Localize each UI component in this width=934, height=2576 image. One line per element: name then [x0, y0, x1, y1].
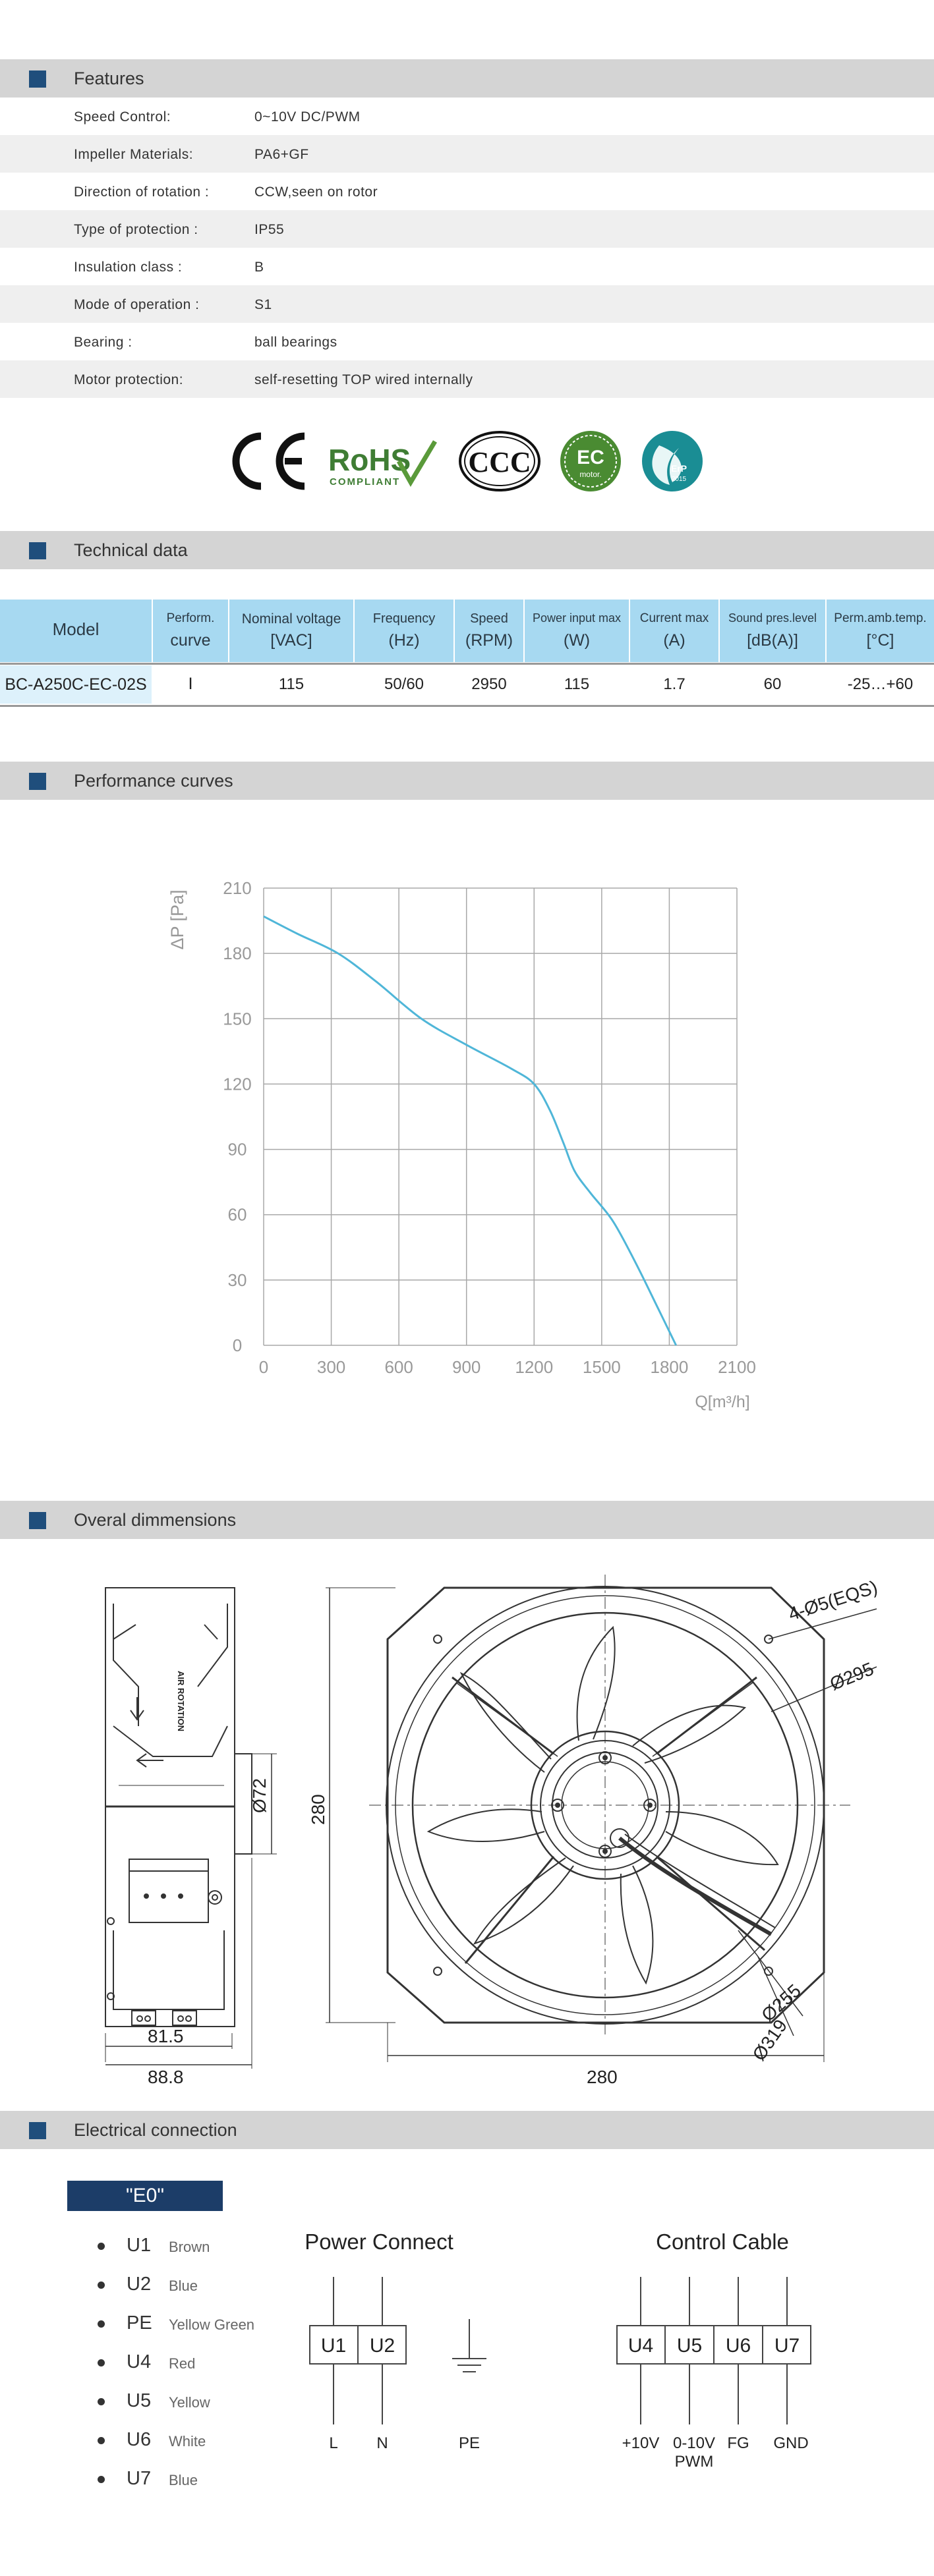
- table-cell-value: BC-A250C-EC-02S: [5, 675, 147, 694]
- dim-d255: Ø255: [757, 1980, 805, 2026]
- feature-row: [0, 135, 934, 173]
- feature-label: Impeller Materials:: [74, 147, 194, 162]
- dim-holes: 4-Ø5(EQS): [786, 1576, 881, 1625]
- feature-value: self-resetting TOP wired internally: [254, 372, 473, 387]
- feature-row: [0, 285, 934, 323]
- dim-hub-72: Ø72: [249, 1778, 270, 1813]
- wire-code: PE: [127, 2312, 152, 2334]
- rohs-compliant-icon: [328, 441, 435, 488]
- table-divider: [0, 705, 934, 707]
- x-tick-label: 600: [384, 1357, 413, 1377]
- y-tick-label: 0: [232, 1335, 243, 1355]
- x-tick-label: 0: [258, 1357, 269, 1377]
- table-cell-value: -25…+60: [847, 675, 914, 693]
- table-divider: [0, 663, 934, 665]
- svg-text:ErP: ErP: [670, 463, 687, 474]
- terminal-u6: U6: [725, 2335, 751, 2357]
- wire-color: Brown: [169, 2239, 210, 2255]
- svg-text:motor.: motor.: [579, 470, 602, 479]
- section-marker: [29, 773, 46, 790]
- section-title: Electrical connection: [74, 2120, 237, 2140]
- wire-code: U1: [127, 2235, 152, 2256]
- feature-value: IP55: [254, 222, 285, 237]
- table-header-cell: [720, 600, 825, 662]
- section-title: Performance curves: [74, 771, 233, 791]
- feature-value: B: [254, 260, 264, 275]
- control-cable-title: Control Cable: [656, 2229, 789, 2254]
- table-header-cell: [355, 600, 453, 662]
- table-header-cell: [630, 600, 718, 662]
- header-line-2: (Hz): [388, 631, 420, 650]
- table-cell: [153, 665, 228, 704]
- y-tick-label: 30: [227, 1270, 247, 1290]
- table-cell: [720, 665, 825, 704]
- header-line-1: Nominal voltage: [241, 611, 341, 627]
- certification-logos: [224, 422, 712, 501]
- dim-81-5: 81.5: [148, 2026, 184, 2046]
- performance-chart: [0, 856, 934, 1436]
- feature-row: [0, 98, 934, 135]
- feature-value: PA6+GF: [254, 147, 309, 162]
- bullet-icon: [98, 2359, 105, 2366]
- wire-color: Blue: [169, 2472, 198, 2488]
- features-section-header: [0, 59, 934, 98]
- header-line-1: Power input max: [532, 611, 622, 625]
- header-line-2: (RPM): [465, 631, 513, 650]
- y-tick-label: 90: [227, 1139, 247, 1160]
- label-gnd: GND: [773, 2434, 809, 2452]
- table-cell: [827, 665, 934, 704]
- table-header-cell: [455, 600, 523, 662]
- header-line-2: [°C]: [866, 631, 894, 650]
- section-title: Features: [74, 69, 144, 88]
- dim-d319: Ø319: [748, 2015, 792, 2065]
- feature-value: ball bearings: [254, 335, 337, 350]
- section-marker: [29, 2122, 46, 2139]
- label-10v: +10V: [622, 2434, 660, 2452]
- feature-label: Insulation class :: [74, 260, 183, 275]
- wire-color: White: [169, 2433, 206, 2450]
- header-line-1: Perm.amb.temp.: [834, 611, 927, 625]
- table-cell-value: 115: [278, 675, 305, 693]
- table-cell: [0, 665, 152, 704]
- feature-label: Mode of operation :: [74, 297, 200, 312]
- side-view-drawing: [105, 1588, 277, 2069]
- terminal-u5: U5: [676, 2335, 703, 2357]
- feature-row: [0, 360, 934, 398]
- svg-text:CCC: CCC: [468, 446, 531, 478]
- x-tick-label: 1800: [650, 1357, 689, 1377]
- wiring-diagram: [277, 2227, 870, 2490]
- header-line-2: (A): [663, 631, 686, 650]
- feature-label: Direction of rotation :: [74, 184, 210, 200]
- pressure-curve-series: [264, 916, 676, 1345]
- feature-label: Type of protection :: [74, 222, 198, 237]
- table-cell: [455, 665, 523, 704]
- dimension-drawing: [0, 1561, 934, 2088]
- performance-section-header: [0, 762, 934, 800]
- feature-value: 0~10V DC/PWM: [254, 109, 361, 125]
- y-tick-label: 60: [227, 1204, 247, 1225]
- connection-type-tag: "E0": [67, 2181, 223, 2211]
- wire-code: U5: [127, 2390, 152, 2411]
- wire-code: U6: [127, 2429, 152, 2450]
- table-header-cell: [525, 600, 629, 662]
- table-cell-value: 1.7: [663, 675, 686, 693]
- x-tick-label: 1200: [515, 1357, 554, 1377]
- header-line-1: Speed: [470, 611, 508, 626]
- y-tick-label: 150: [223, 1009, 252, 1029]
- ec-motor-icon: [560, 431, 621, 491]
- table-cell-value: 50/60: [384, 675, 424, 693]
- feature-label: Bearing :: [74, 335, 132, 350]
- dimensions-section-header: [0, 1501, 934, 1539]
- section-marker: [29, 542, 46, 559]
- table-header-cell: [229, 600, 353, 662]
- label-pe: PE: [458, 2434, 481, 2452]
- wire-color: Blue: [169, 2278, 198, 2294]
- wire-color: Yellow: [169, 2394, 210, 2411]
- wire-code: U2: [127, 2274, 152, 2295]
- svg-text:2015: 2015: [671, 476, 687, 483]
- feature-label: Motor protection:: [74, 372, 184, 387]
- section-title: Technical data: [74, 540, 188, 560]
- terminal-u1: U1: [320, 2335, 347, 2357]
- table-cell-value: 2950: [471, 675, 507, 693]
- label-0-10v: 0-10V: [672, 2434, 716, 2452]
- x-tick-label: 900: [452, 1357, 481, 1377]
- bullet-icon: [98, 2437, 105, 2444]
- ce-mark-icon: [236, 436, 305, 486]
- x-tick-label: 2100: [718, 1357, 756, 1377]
- svg-text:EC: EC: [577, 447, 604, 468]
- table-cell-value: Ⅰ: [188, 675, 193, 693]
- label-pwm: PWM: [674, 2453, 714, 2471]
- feature-value: S1: [254, 297, 272, 312]
- header-line-2: [VAC]: [270, 631, 312, 650]
- air-rotation-label: AIR ROTATION: [176, 1671, 186, 1731]
- section-marker: [29, 70, 46, 88]
- svg-text:RoHS: RoHS: [328, 443, 411, 477]
- terminal-u2: U2: [369, 2335, 395, 2357]
- section-title: Overal dimmensions: [74, 1510, 237, 1530]
- terminal-u4: U4: [628, 2335, 654, 2357]
- label-fg: FG: [727, 2434, 749, 2452]
- dim-height-280: 280: [308, 1794, 328, 1825]
- wire-code: U4: [127, 2351, 152, 2372]
- header-line-1: Frequency: [372, 611, 436, 626]
- y-tick-label: 180: [223, 943, 252, 964]
- table-cell-value: 115: [564, 675, 590, 693]
- feature-row: [0, 173, 934, 210]
- feature-row: [0, 210, 934, 248]
- table-header-cell: [0, 600, 152, 662]
- y-tick-label: 210: [223, 878, 252, 898]
- erp-2015-icon: [642, 431, 703, 491]
- table-cell-value: 60: [763, 675, 782, 693]
- header-line-1: Sound pres.level: [728, 611, 817, 625]
- y-tick-label: 120: [223, 1074, 252, 1094]
- dim-d295: Ø295: [827, 1658, 877, 1694]
- header-line-1: Model: [52, 619, 100, 639]
- dim-88-8: 88.8: [148, 2067, 184, 2087]
- svg-text:COMPLIANT: COMPLIANT: [330, 476, 401, 488]
- label-n: N: [376, 2434, 388, 2452]
- electrical-section-header: [0, 2111, 934, 2149]
- header-line-2: [dB(A)]: [747, 631, 798, 650]
- table-cell: [229, 665, 353, 704]
- header-line-1: Perform.: [166, 611, 215, 625]
- table-cell: [525, 665, 629, 704]
- terminal-u7: U7: [774, 2335, 800, 2357]
- header-line-2: (W): [563, 631, 591, 650]
- table-cell: [630, 665, 718, 704]
- wire-color: Yellow Green: [169, 2316, 255, 2333]
- table-header-cell: [827, 600, 934, 662]
- feature-row: [0, 248, 934, 285]
- bullet-icon: [98, 2282, 105, 2289]
- dim-width-280: 280: [587, 2067, 618, 2087]
- feature-label: Speed Control:: [74, 109, 171, 125]
- x-axis-label: Q[m³/h]: [695, 1393, 750, 1411]
- header-line-2: curve: [170, 631, 211, 650]
- feature-row: [0, 323, 934, 360]
- ccc-mark-icon: [460, 432, 539, 490]
- bullet-icon: [98, 2243, 105, 2250]
- technical-section-header: [0, 531, 934, 569]
- wire-code: U7: [127, 2468, 152, 2489]
- table-header-cell: [153, 600, 228, 662]
- y-axis-label: ΔP [Pa]: [167, 889, 187, 950]
- x-tick-label: 1500: [582, 1357, 621, 1377]
- feature-value: CCW,seen on rotor: [254, 184, 378, 200]
- bullet-icon: [98, 2320, 105, 2328]
- power-connect-title: Power Connect: [305, 2229, 453, 2254]
- wire-color: Red: [169, 2355, 196, 2372]
- section-marker: [29, 1512, 46, 1529]
- header-line-1: Current max: [639, 611, 709, 625]
- table-cell: [355, 665, 453, 704]
- bullet-icon: [98, 2476, 105, 2483]
- bullet-icon: [98, 2398, 105, 2405]
- label-l: L: [329, 2434, 338, 2452]
- x-tick-label: 300: [316, 1357, 346, 1377]
